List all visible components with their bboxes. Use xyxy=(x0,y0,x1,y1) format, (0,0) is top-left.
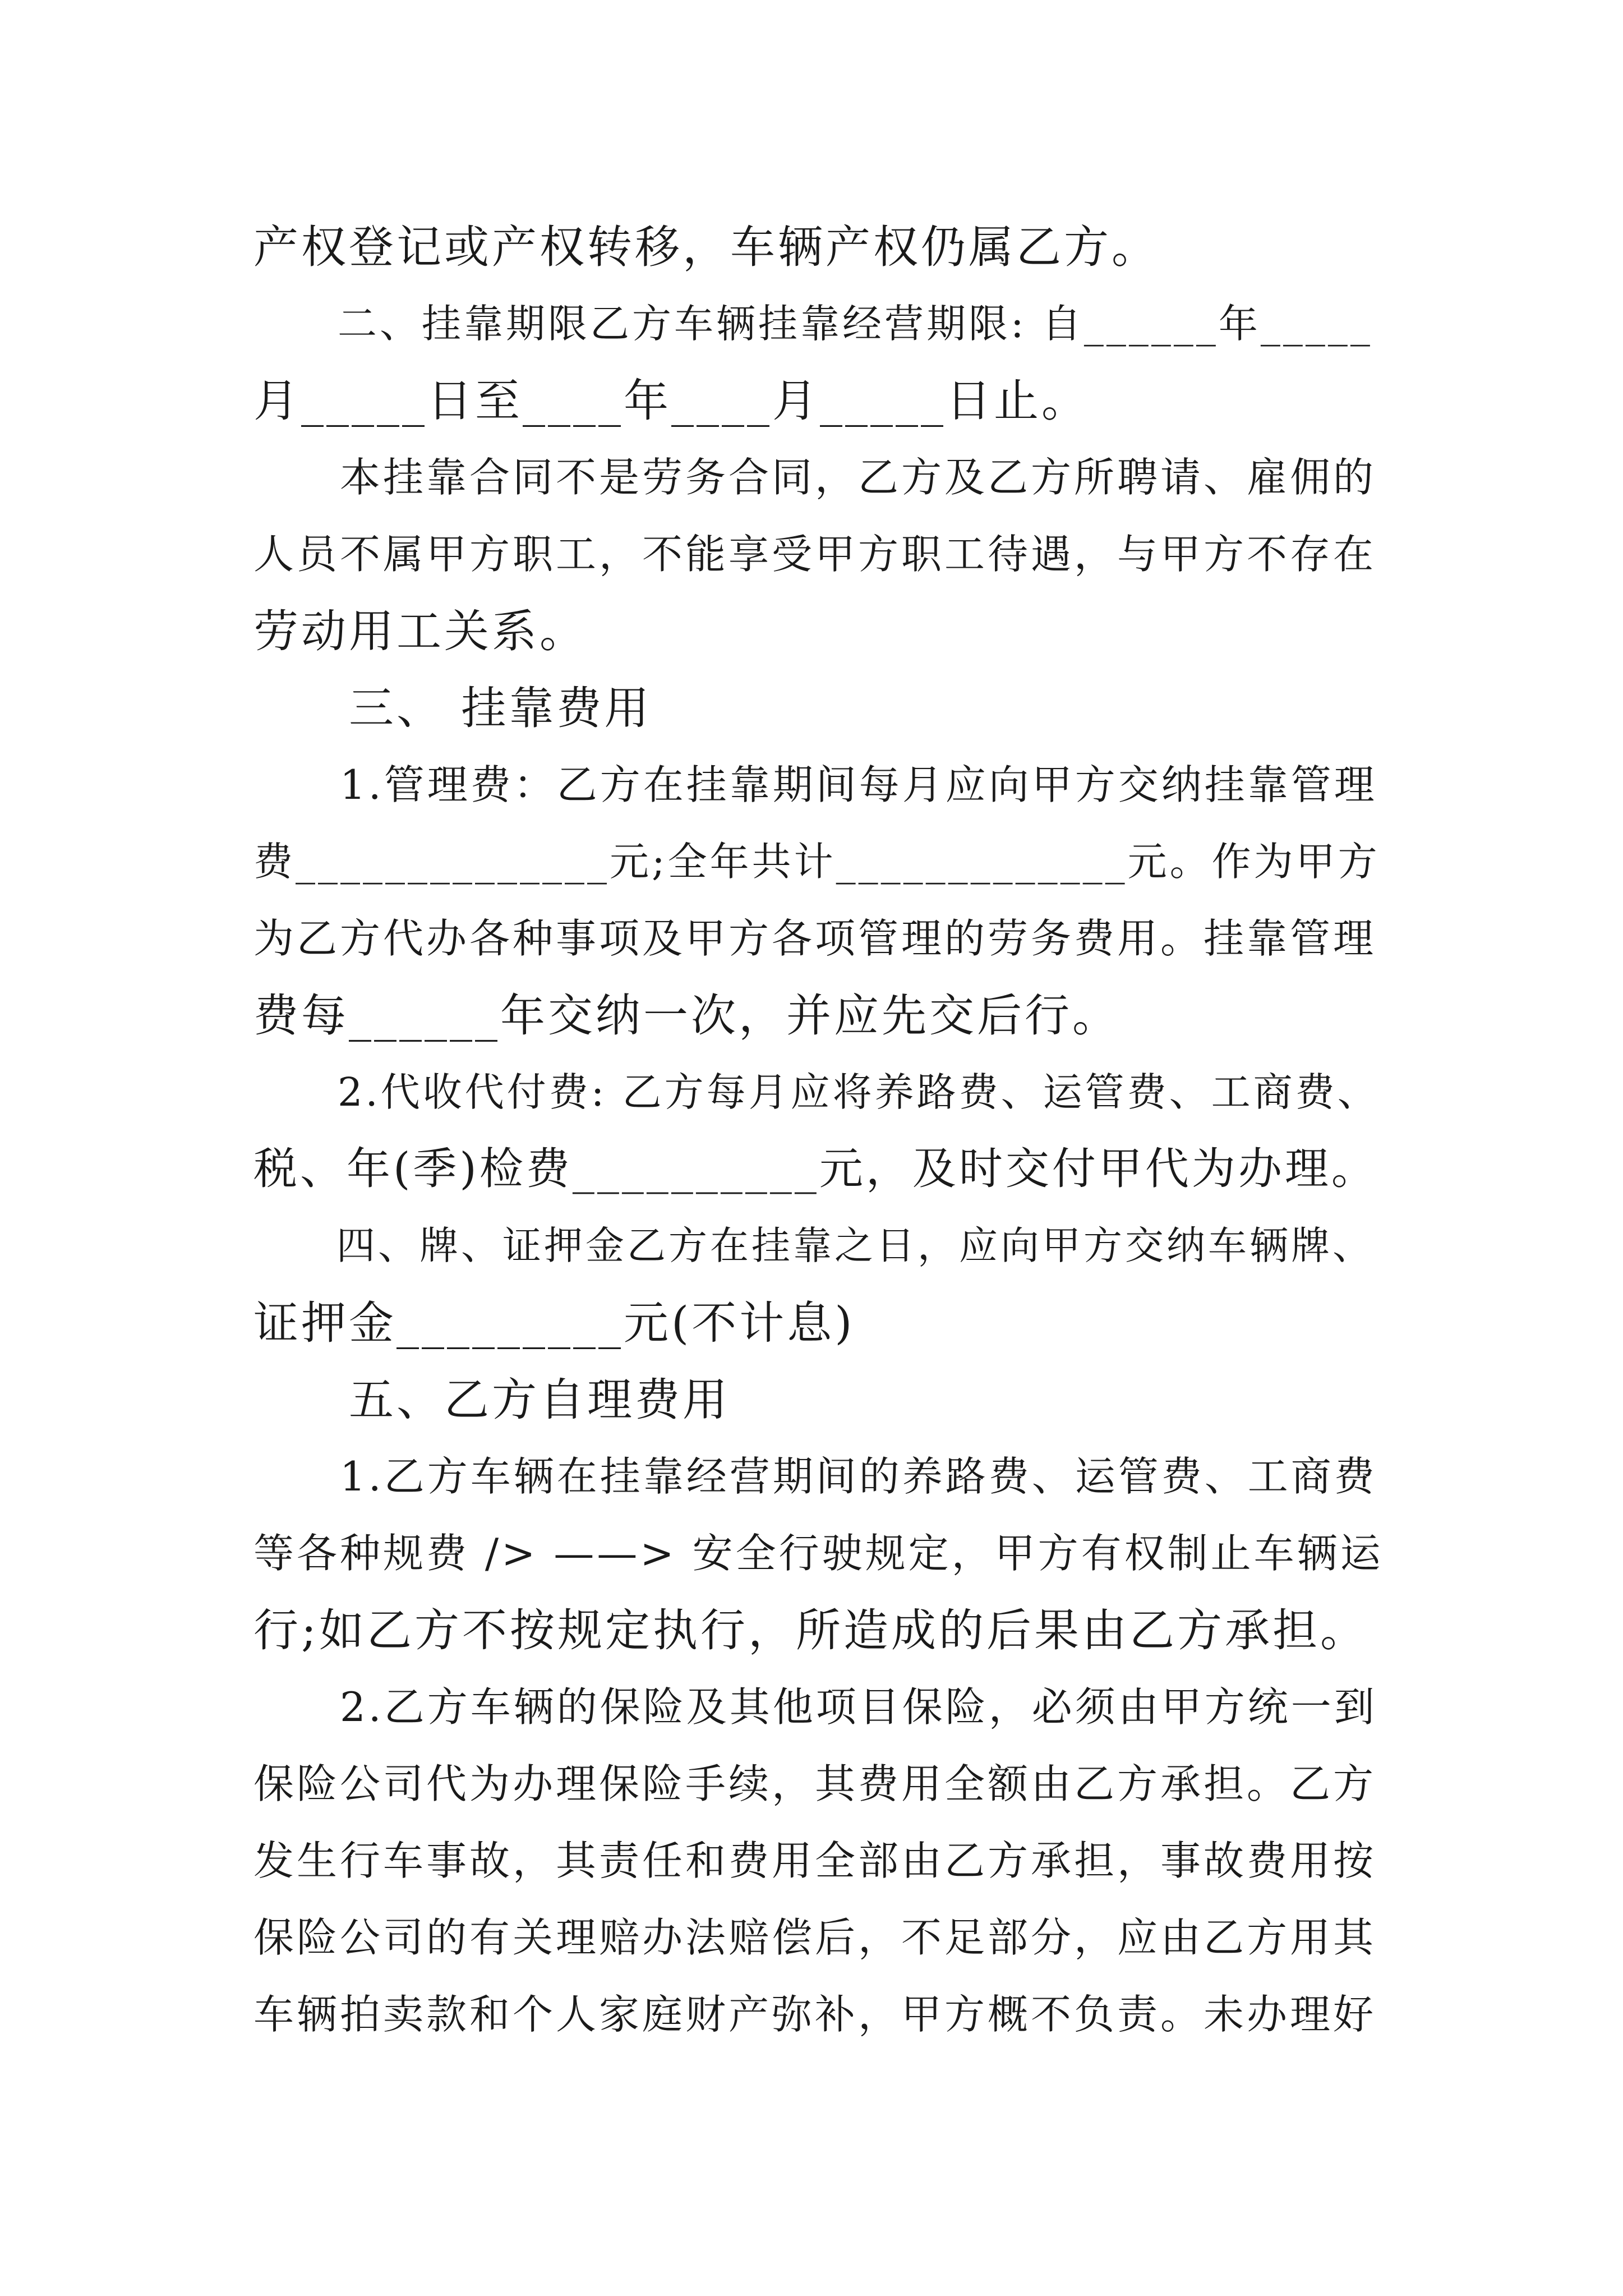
text-line: 费______________元;全年共计_____________元。作为甲方 xyxy=(253,839,1380,885)
text-line: 2.代收代付费: 乙方每月应将养路费、运管费、工商费、 xyxy=(253,1069,1380,1115)
text-line: 2.乙方车辆的保险及其他项目保险，必须由甲方统一到 xyxy=(253,1683,1377,1731)
text-line: 税、年(季)检费__________元，及时交付甲代为办理。 xyxy=(253,1144,1378,1194)
text-line: 费每______年交纳一次，并应先交后行。 xyxy=(253,990,1120,1042)
text-line: 车辆拍卖款和个人家庭财产弥补，甲方概不负责。未办理好 xyxy=(253,1991,1377,2038)
text-line: 1.乙方车辆在挂靠经营期间的养路费、运管费、工商费 xyxy=(253,1453,1377,1500)
text-line: 为乙方代办各种事项及甲方各项管理的劳务费用。挂靠管理 xyxy=(253,915,1377,962)
text-line: 行;如乙方不按规定执行，所造成的后果由乙方承担。 xyxy=(253,1604,1368,1657)
text-line: 月_____日至____年____月_____日止。 xyxy=(253,375,1089,427)
text-line: 证押金_________元(不计息) xyxy=(253,1297,855,1349)
text-line: 保险公司代为办理保险手续，其费用全额由乙方承担。乙方 xyxy=(253,1760,1377,1807)
text-line: 四、牌、证押金乙方在挂靠之日，应向甲方交纳车辆牌、 xyxy=(253,1223,1374,1268)
contract-body-text xyxy=(253,209,1385,2053)
text-line: 产权登记或产权转移，车辆产权仍属乙方。 xyxy=(253,221,1159,273)
text-line: 等各种规费 /> ——> 安全行驶规定，甲方有权制止车辆运 xyxy=(253,1530,1384,1577)
text-line: 1.管理费：乙方在挂靠期间每月应向甲方交纳挂靠管理 xyxy=(253,761,1377,808)
text-line: 保险公司的有关理赔办法赔偿后，不足部分，应由乙方用其 xyxy=(253,1914,1377,1961)
text-line: 人员不属甲方职工，不能享受甲方职工待遇，与甲方不存在 xyxy=(253,531,1377,578)
text-line: 二、挂靠期限乙方车辆挂靠经营期限: 自______年_____ xyxy=(253,301,1373,347)
text-line: 发生行车事故，其责任和费用全部由乙方承担，事故费用按 xyxy=(253,1837,1377,1884)
text-line: 三、 挂靠费用 xyxy=(253,682,652,734)
text-line: 五、乙方自理费用 xyxy=(253,1374,730,1426)
text-line: 劳动用工关系。 xyxy=(253,605,587,657)
text-line: 本挂靠合同不是劳务合同，乙方及乙方所聘请、雇佣的 xyxy=(253,454,1377,501)
